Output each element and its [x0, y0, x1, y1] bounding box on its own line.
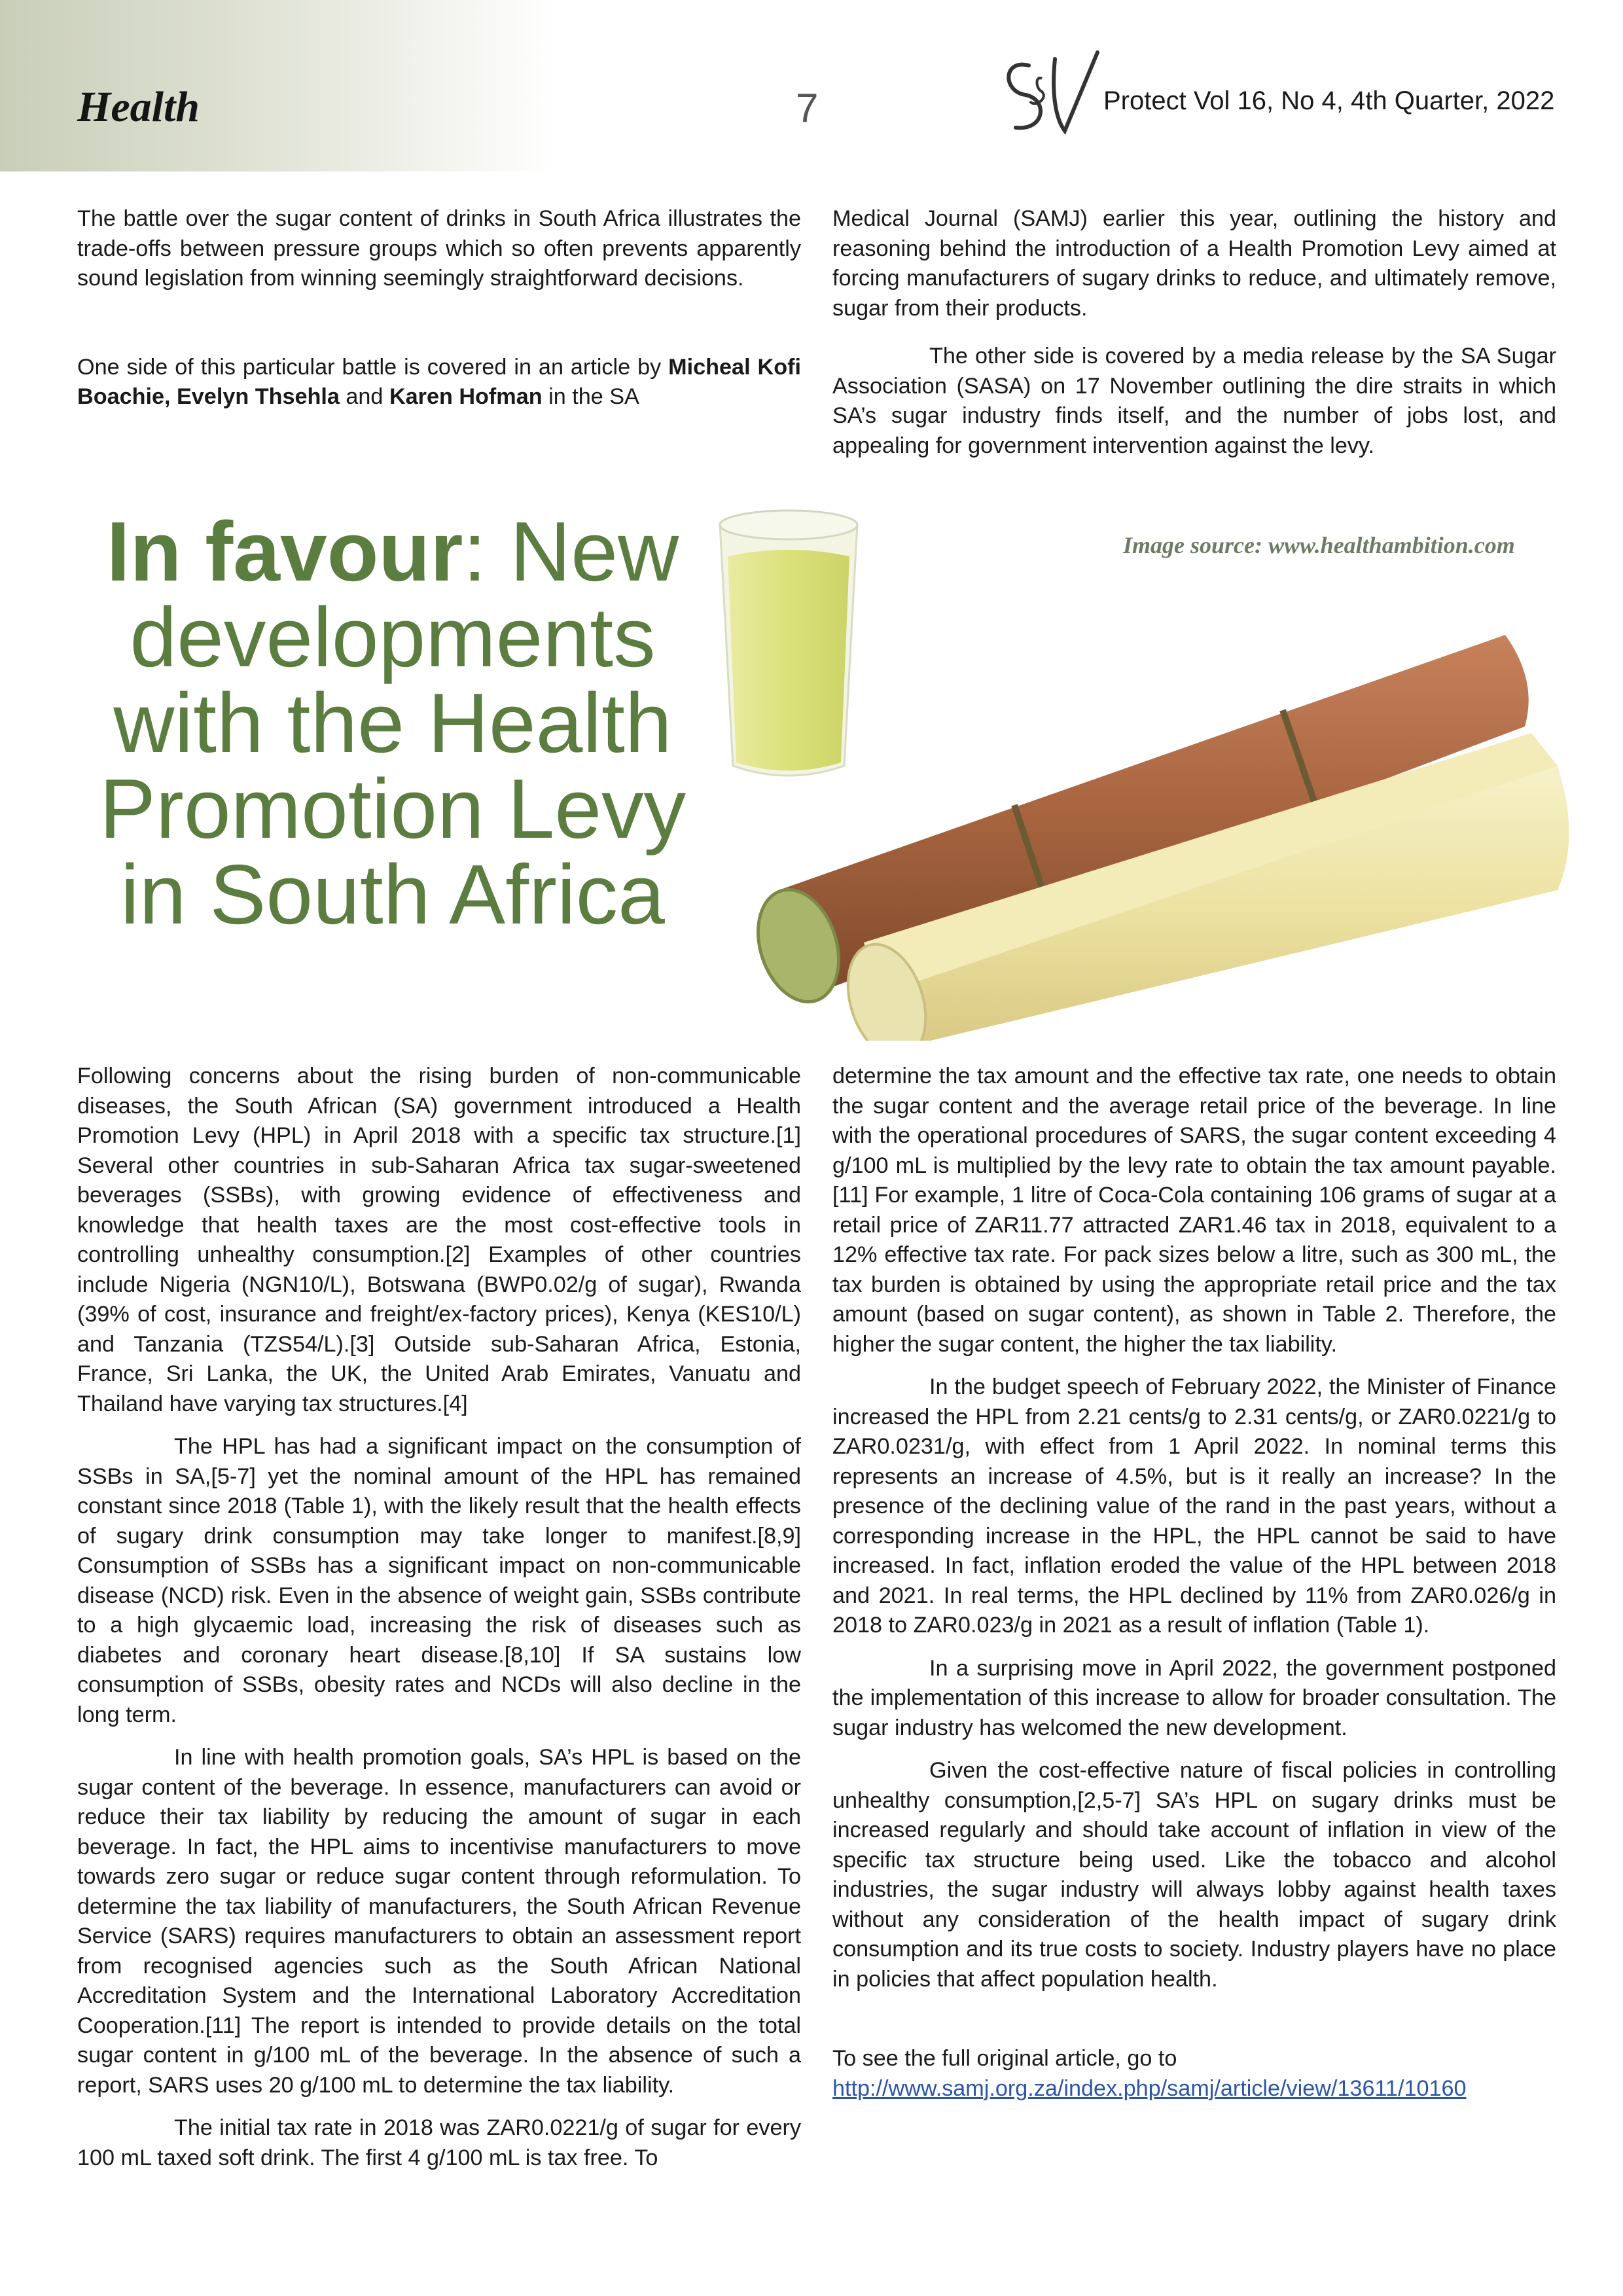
closing-paragraph [832, 2044, 1556, 2104]
intro-text-1: One side of this particular battle is covered in an article by [77, 354, 669, 380]
page-number: 7 [796, 86, 819, 131]
intro-paragraph-2 [77, 353, 801, 412]
body-paragraph-2: The HPL has had a significant impact on the consumption of SSBs in SA,[5-7] yet the nominal amount of the HPL has remained constant since 2018 (Table 1), with the likely result that the health effects of sugary drink consumption may take longer to manifest.[8,9] Consumption of SSBs has a significant impact on non-communicable disease (NCD) risk. Even in the absence of weight gain, SSBs contribute to a high glycaemic load, increasing the risk of diseases such as diabetes and coronary heart disease.[8,10] If SA sustains low consumption of SSBs, obesity rates and NCDs will also decline in the long term. [77, 1434, 801, 1727]
intro-text-2: and [339, 384, 389, 409]
body-paragraph-1: Following concerns about the rising burden of non-communicable diseases, the South African (SA) government introduced a Health Promotion Levy (HPL) in April 2018 with a specific tax structure.[1] Several other countries in sub-Saharan Africa tax sugar-sweetened beverages (SSBs), with growing evidence of effectiveness and knowledge that health taxes are the most cost-effective tools in controlling unhealthy consumption.[2] Examples of other countries include Nigeria (NGN10/L), Botswana (BWP0.02/g of sugar), Rwanda (39% of cost, insurance and freight/ex-factory prices), Kenya (KES10/L) and Tanzania (TZS54/L).[3] Outside sub-Saharan Africa, Estonia, France, Sri Lanka, the UK, the United Arab Emirates, Vanuatu and Thailand have varying tax structures.[4] [77, 1064, 801, 1416]
title-rest: : New developments with the Health Promotion Levy in South Africa [99, 505, 687, 942]
article-title [92, 505, 694, 942]
intro-left-column [77, 204, 801, 442]
sv-logo-icon [990, 39, 1114, 144]
body-paragraph-3: In line with health promotion goals, SA’s HPL is based on the sugar content of the beverage. In essence, manufacturers can avoid or reduce their tax liability by reducing the amount of sugar in each beverage. In fact, the HPL aims to incentivise manufacturers to move towards zero sugar or reduce sugar content through reformulation. To determine the tax liability of manufacturers, the South African Revenue Service (SARS) requires manufacturers to obtain an assessment report from recognised agencies such as the South African National Accreditation System and the International Laboratory Accreditation Cooperation.[11] The report is intended to provide details on the total sugar content in g/100 mL of the beverage. In the absence of such a report, SARS uses 20 g/100 mL to determine the tax liability. [77, 1745, 801, 2098]
intro-paragraph-4: The other side is covered by a media release by the SA Sugar Association (SASA) on 17 November outlining the dire straits in which SA’s sugar industry finds itself, and the number of jobs lost, and appealing for government intervention against the levy. [832, 344, 1556, 458]
body-left-column [77, 1062, 801, 2203]
body-paragraph-6: In the budget speech of February 2022, the Minister of Finance increased the HPL from 2.21 cents/g to 2.31 cents/g, or ZAR0.0221/g to ZAR0.0231/g, with effect from 1 April 2022. In nominal terms this represents an increase of 4.5%, but is it really an increase? In the presence of the declining value of the rand in the past years, without a corresponding increase in the HPL, the HPL cannot be said to have increased. In fact, inflation eroded the value of the HPL between 2018 and 2021. In real terms, the HPL declined by 11% from ZAR0.026/g in 2018 to ZAR0.023/g in 2021 as a result of inflation (Table 1). [832, 1374, 1556, 1638]
article-link[interactable]: http://www.samj.org.za/index.php/samj/article/view/13611/10160 [832, 2075, 1467, 2101]
author-names-1: Micheal Kofi Boachie, Evelyn Thsehla [77, 354, 801, 409]
journal-info: Protect Vol 16, No 4, 4th Quarter, 2022 [1103, 86, 1555, 115]
intro-text-3: in the SA [542, 384, 639, 409]
body-paragraph-4: The initial tax rate in 2018 was ZAR0.0221/g of sugar for every 100 mL taxed soft drink. The first 4 g/100 mL is tax free. To [77, 2115, 801, 2170]
section-label: Health [77, 83, 200, 131]
intro-paragraph-3: Medical Journal (SAMJ) earlier this year, outlining the history and reasoning behind the introduction of a Health Promotion Levy aimed at forcing manufacturers of sugary drinks to reduce, and ultimately remove, sugar from their products. [832, 206, 1556, 321]
body-paragraph-7: In a surprising move in April 2022, the government postponed the implementation of this increase to allow for broader consultation. The sugar industry has welcomed the new development. [832, 1655, 1556, 1740]
closing-text: To see the full original article, go to [832, 2046, 1177, 2071]
title-bold: In favour [106, 505, 463, 599]
body-paragraph-8: Given the cost-effective nature of fiscal policies in controlling unhealthy consumption,[2,5-7] SA’s HPL on sugary drinks must be increased regularly and should take account of inflation in view of the specific tax structure being used. Like the tobacco and alcohol industries, the sugar industry will always lobby against health taxes without any consideration of the health impact of sugary drink consumption and its true costs to society. Industry players have no place in policies that affect population health. [832, 1758, 1556, 1992]
intro-paragraph-1: The battle over the sugar content of drinks in South Africa illustrates the trade-offs between pressure groups which so often prevents apparently sound legislation from winning seemingly straightforward decisions. [77, 206, 801, 291]
body-right-column [832, 1062, 1556, 2134]
image-credit: Image source: www.healthambition.com [1123, 532, 1515, 558]
author-names-2: Karen Hofman [389, 384, 543, 409]
intro-right-column [832, 204, 1556, 491]
sugarcane-juice-illustration [707, 484, 1584, 1041]
body-paragraph-5: determine the tax amount and the effective tax rate, one needs to obtain the sugar content and the average retail price of the beverage. In line with the operational procedures of SARS, the sugar content exceeding 4 g/100 mL is multiplied by the levy rate to obtain the tax amount payable.[11] For example, 1 litre of Coca-Cola containing 106 grams of sugar at a retail price of ZAR11.77 attracted ZAR1.46 tax in 2018, equivalent to a 12% effective tax rate. For pack sizes below a litre, such as 300 mL, the tax burden is obtained by using the appropriate retail price and the tax amount (based on sugar content), as shown in Table 2. Therefore, the higher the sugar content, the higher the tax liability. [832, 1064, 1556, 1357]
